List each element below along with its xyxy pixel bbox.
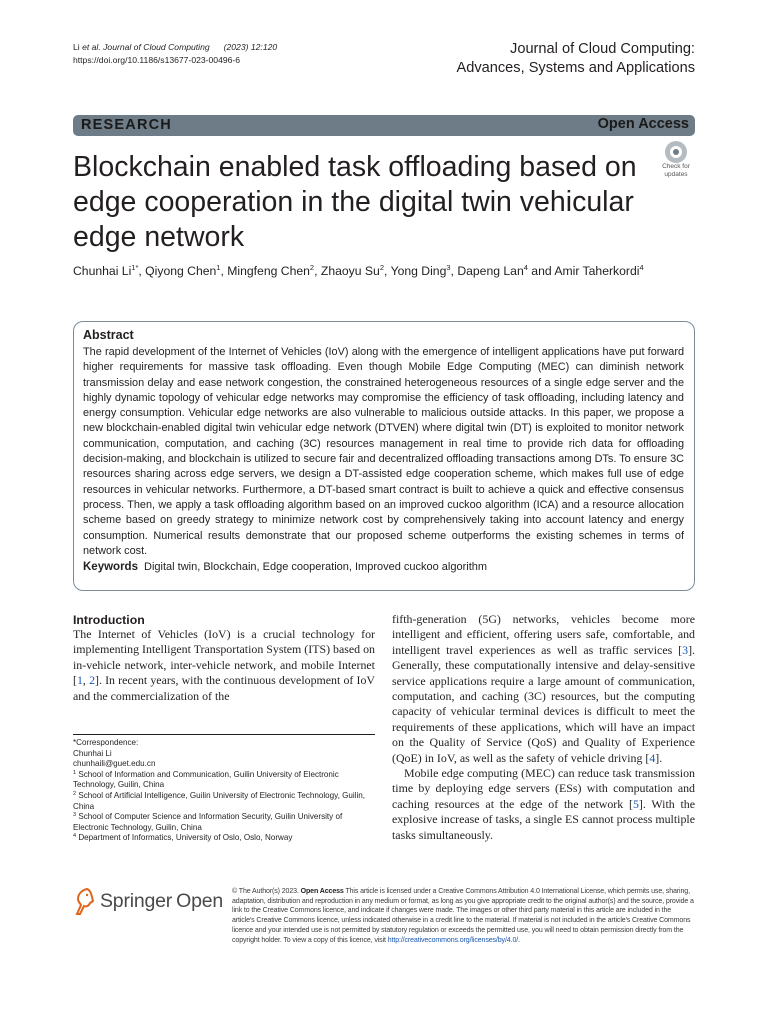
author-name[interactable]: Yong Ding: [390, 264, 447, 278]
check-for-updates-button[interactable]: [657, 141, 695, 181]
affiliation-2: $^2$ School of Artificial Intelligence, Guilin University of Electronic Technology, Guilin, China: [73, 790, 366, 811]
publisher-suffix: Open: [176, 890, 224, 912]
affiliation-3: $^3$ School of Computer Science and Information Security, Guilin University of Electronic Technology, Guilin, China: [73, 812, 343, 832]
citation-authors: Li: [73, 42, 80, 52]
text-run: ].: [655, 750, 663, 765]
correspondence-label: *Correspondence:: [73, 738, 139, 747]
author-list: Chunhai $Li^{1*}$, Qiyong Chen$^1$, Mingfeng Chen$^2$, Zhaoyu Su$^2$, Yong Ding$^3$, Dapeng Lan$^4$ and Amir Taherkordi$^4$: [73, 263, 644, 278]
author-affiliation: 4: [523, 263, 528, 272]
citation-info: [73, 41, 277, 67]
author-affiliation: 1*: [131, 263, 139, 272]
author-affiliation: 3: [446, 263, 451, 272]
text-run: ]. Generally, these computationally intensive and delay-sensitive service applications require a large amount of communication, computation, and caching (3C) resources, but the computing capacity of vehicular terminal devices is difficult to meet the requirements of these applications, which will have an impact on the Quality of Service (QoS) and Quality of Experience (QoE) in IoV, as well as the safety of vehicle driving [: [392, 642, 695, 765]
author-affiliation: 4: [639, 263, 644, 272]
open-access-label: Open Access: [597, 116, 689, 132]
footnote-divider: [73, 734, 375, 735]
springer-horse-icon: [73, 887, 97, 917]
section-heading-introduction: Introduction: [73, 613, 145, 627]
citation-journal: et al. Journal of Cloud Computing: [82, 42, 210, 52]
paragraph: [73, 627, 375, 704]
license-statement: [232, 887, 695, 945]
affiliation-4: $^4$ Department of Informatics, University of Oslo, Oslo, Norway: [73, 833, 293, 843]
text-run: Mobile edge computing (MEC) can reduce task transmission time by deploying edge servers (ESs) with computation and caching resources at the edge of the network [: [392, 766, 695, 811]
affiliation-text: Department of Informatics, University of Oslo, Oslo, Norway: [78, 833, 293, 843]
citation-link[interactable]: 4: [649, 750, 656, 765]
affiliation-text: School of Artificial Intelligence, Guilin University of Electronic Technology, Guilin, China: [73, 790, 366, 811]
author-name[interactable]: Qiyong Chen: [145, 264, 217, 278]
citation-line: [73, 41, 277, 54]
check-for-updates-label: [657, 163, 695, 178]
author-name[interactable]: Dapeng Lan: [457, 264, 524, 278]
doi-link[interactable]: https://doi.org/10.1186/s13677-023-00496-6: [73, 55, 241, 65]
citation-link[interactable]: 5: [632, 796, 639, 811]
citation-link[interactable]: 2: [89, 673, 96, 688]
abstract-text: The rapid development of the Internet of Vehicles (IoV) along with the emergence of intelligent applications have put forward higher requirements for massive task offloading. Even though Mobile Edge Computing (MEC) can diminish network transmission delay and ease network congestion, the constrained heterogeneous resources of a single edge server and the highly dynamic topology of vehicular edge networks may compromise the efficiency of task offloading, including latency and energy consumption. Vehicular edge networks are also vulnerable to malicious outside attacks. In this paper, we propose a new blockchain-enabled digital twin vehicular edge network (DTVEN) where digital twin (DT) is exploited to monitor network communication, computation, and caching (3C) resources management in real time to provide rich data for offloading decision-making, and blockchain is utilized to secure fair and decentralized offloading transactions among DTs. To ensure 3C resources sharing across edge servers, we design a DT-assisted edge cooperation scheme, which makes full use of edge resources in vehicular networks. Furthermore, a DT-based smart contract is built to achieve a quick and effective consensus process. Then, we apply a task offloading algorithm based on an improved cuckoo algorithm (ICA) and a resource allocation scheme based on greedy strategy to minimize network cost by comprehensively taking into account latency and energy consumption. Numerical results demonstrate that our proposed scheme outperforms the existing schemes in terms of network cost.: [83, 346, 684, 557]
citation-link[interactable]: 1: [76, 673, 83, 688]
journal-line-2: Advances, Systems and Applications: [456, 60, 695, 76]
body-column-right: [392, 612, 695, 843]
text-run: ,: [82, 673, 90, 688]
keywords-label: Keywords: [83, 561, 138, 574]
affiliation-text: School of Information and Communication, Guilin University of Electronic Technology, Guilin, China: [73, 769, 339, 790]
publisher-brand: Springer: [100, 890, 173, 912]
journal-name: [395, 40, 695, 78]
keywords: [83, 560, 684, 575]
license-end: .: [518, 936, 520, 944]
check-for-updates-icon: [665, 141, 687, 163]
paragraph: [392, 766, 695, 843]
article-type-banner: [73, 115, 695, 136]
article-type-label: RESEARCH: [81, 117, 172, 133]
text-run: The Internet of Vehicles (IoV) is a crucial technology for implementing Intelligent Transportation System (ITS) based on in-vehicle network, inter-vehicle network, and mobile Internet [: [73, 627, 375, 688]
article-title: Blockchain enabled task offloading based on edge cooperation in the digital twin vehicular edge network: [73, 151, 637, 253]
text-run: ]. With the explosive increase of tasks, a single ES cannot process multiple tasks simultaneously.: [392, 796, 695, 842]
springer-open-logo[interactable]: [73, 886, 223, 920]
correspondence-name: Chunhai Li: [73, 748, 112, 758]
author-affiliation: 2: [309, 263, 315, 272]
paragraph: [392, 612, 695, 766]
journal-line-1: Journal of Cloud Computing:: [510, 41, 695, 57]
check-line-1: Check for: [662, 163, 690, 170]
author-affiliation: 2: [379, 263, 384, 272]
keywords-list: Digital twin, Blockchain, Edge cooperation, Improved cuckoo algorithm: [144, 561, 488, 574]
text-run: ]. In recent years, with the continuous development of IoV and the commercialization of the: [73, 673, 376, 703]
body-column-left: [73, 627, 375, 704]
license-link[interactable]: http://creativecommons.org/licenses/by/4.0/: [387, 936, 519, 944]
copyright: © The Author(s) 2023.: [232, 888, 299, 895]
author-name[interactable]: Amir Taherkordi: [554, 264, 640, 278]
author-name[interactable]: Chunhai Li: [73, 264, 132, 278]
publisher-name: [100, 890, 223, 913]
author-name[interactable]: Zhaoyu Su: [320, 264, 380, 278]
license-open-access: Open Access: [300, 888, 344, 895]
citation-link[interactable]: 3: [682, 642, 689, 657]
abstract-box: [73, 321, 695, 591]
correspondence-email[interactable]: chunhaili@guet.edu.cn: [73, 759, 156, 769]
affiliation-text: School of Computer Science and Information Security, Guilin University of Electronic Technology, Guilin, China: [73, 812, 343, 832]
author-affiliation: 1: [216, 263, 221, 272]
affiliation-1: $^1$ School of Information and Communication, Guilin University of Electronic Technology, Guilin, China: [73, 769, 339, 790]
text-run: fifth-generation (5G) networks, vehicles become more intelligent and efficient, offering users safe, comfortable, and intelligent travel experiences as well as traffic services [: [392, 612, 695, 657]
abstract-heading: Abstract: [83, 328, 134, 342]
footnotes: [73, 738, 375, 844]
citation-year: (2023) 12:120: [223, 42, 278, 52]
check-line-2: updates: [664, 170, 688, 178]
author-name[interactable]: Mingfeng Chen: [227, 264, 310, 278]
license-text: This article is licensed under a Creative Commons Attribution 4.0 International License, which permits use, sharing, adaptation, distribution and reproduction in any medium or format, as long as you give appropriate credit to the original author(s) and the source, provide a link to the Creative Commons licence, and indicate if changes were made. The images or other third party material in this article are included in the article's Creative Commons licence, unless indicated otherwise in a credit line to the material. If material is not included in the article's Creative Commons licence and your intended use is not permitted by statutory regulation or exceeds the permitted use, you will need to obtain permission directly from the copyright holder. To view a copy of this licence, visit: [232, 888, 694, 944]
